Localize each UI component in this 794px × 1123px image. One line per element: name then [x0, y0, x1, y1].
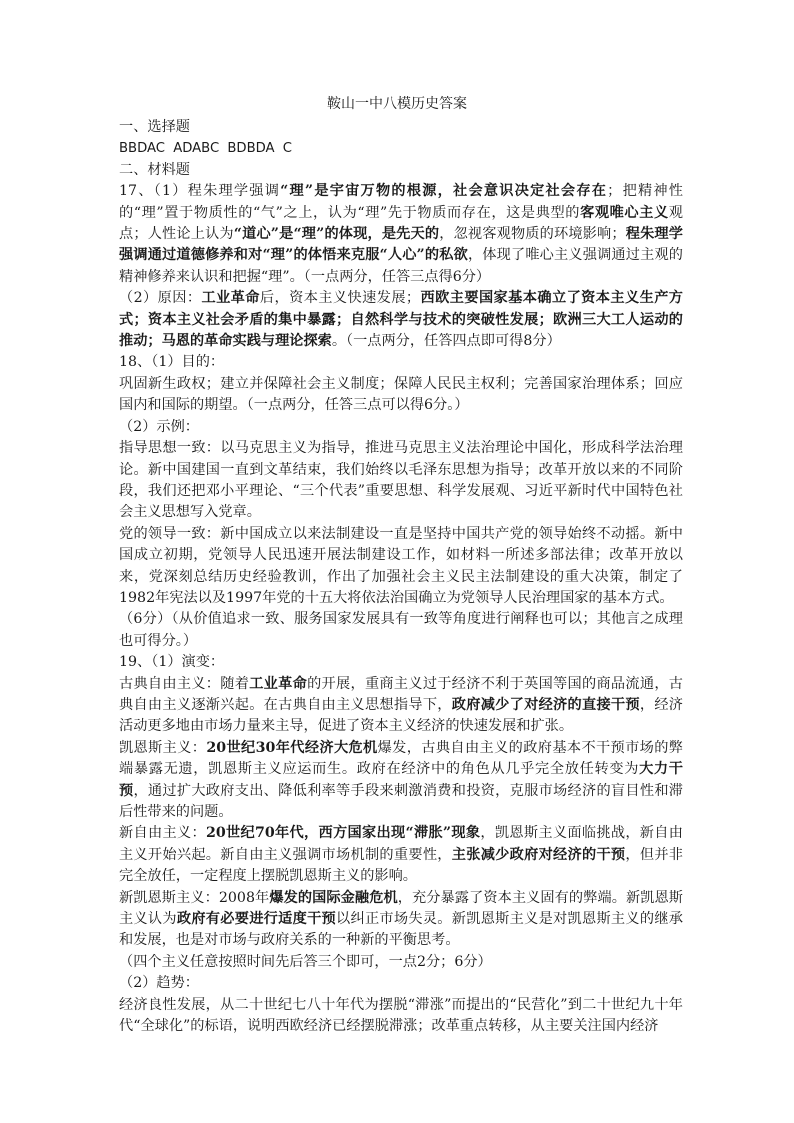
q19-new-keynesianism: 新凯恩斯主义：2008年爆发的国际金融危机，充分暴露了资本主义固有的弊端。新凯恩斯主义认为政府有必要进行适度干预以纠正市场失灵。新凯恩斯主义是对凯恩斯主义的继承和发展，也是对市场与政府关系的一种新的平衡思考。 — [119, 889, 683, 949]
q19-part1-heading: 19、（1）演变： — [119, 654, 225, 671]
multiple-choice-answers: BBDAC ADABC BDBDA C — [119, 141, 292, 157]
section2-heading: 二、材料题 — [119, 161, 190, 178]
q18-scoring-note: （6分）（从价值追求一致、服务国家发展具有一致等角度进行阐释也可以；其他言之成理也可得分。） — [119, 611, 683, 649]
q19-classical-liberalism: 古典自由主义：随着工业革命的开展，重商主义过于经济不利于英国等国的商品流通，古典自由主义逐渐兴起。在古典自由主义思想指导下，政府减少了对经济的直接干预，经济活动更多地由市场力量来主导，促进了资本主义经济的快速发展和扩张。 — [119, 675, 683, 735]
q19-part2-heading: （2）趋势： — [119, 975, 199, 992]
answer-body — [119, 117, 683, 1037]
q19-neoliberalism: 新自由主义：20世纪70年代，西方国家出现“滞胀”现象，凯恩斯主义面临挑战，新自由主义开始兴起。新自由主义强调市场机制的重要性，主张减少政府对经济的干预，但并非完全放任，一定程度上摆脱凯恩斯主义的影响。 — [119, 825, 683, 885]
document-title: 鞍山一中八模历史答案 — [327, 96, 467, 112]
q18-guiding-thought: 指导思想一致：以马克思主义为指导，推进马克思主义法治理论中国化，形成科学法治理论。新中国建国一直到文革结束，我们始终以毛泽东思想为指导；改革开放以来的不同阶段，我们还把邓小平理论、“三个代表”重要思想、科学发展观、习近平新时代中国特色社会主义思想写入党章。 — [119, 440, 683, 521]
q18-party-leadership: 党的领导一致：新中国成立以来法制建设一直是坚持中国共产党的领导始终不动摇。新中国成立初期，党领导人民迅速开展法制建设工作，如材料一所述多部法律；改革开放以来，党深刻总结历史经验教训，作出了加强社会主义民主法制建设的重大决策，制定了1982年宪法以及1997年党的十五大将依法治国确立为党领导人民治理国家的基本方式。 — [119, 525, 683, 606]
section1-heading: 一、选择题 — [119, 119, 190, 135]
q19-trend-answer: 经济良性发展，从二十世纪七八十年代为摆脱“滞涨”而提出的“民营化”到二十世纪九十年代“全球化”的标语，说明西欧经济已经摆脱滞涨；改革重点转移，从主要关注国内经济 — [119, 996, 683, 1035]
q18-part1-answer: 巩固新生政权；建立并保障社会主义制度；保障人民民主权利；完善国家治理体系；回应国内和国际的期望。（一点两分，任答三点可以得6分。） — [119, 375, 683, 414]
q18-part1-heading: 18、（1）目的： — [119, 354, 225, 371]
q19-keynesianism: 凯恩斯主义：20世纪30年代经济大危机爆发，古典自由主义的政府基本不干预市场的弊端暴露无遗，凯恩斯主义应运而生。政府在经济中的角色从几乎完全放任转变为大力干预，通过扩大政府支出、降低利率等手段来刺激消费和投资，克服市场经济的盲目性和滞后性带来的问题。 — [119, 739, 683, 820]
q18-part2-heading: （2）示例： — [119, 418, 199, 435]
q19-scoring-note: （四个主义任意按照时间先后答三个即可，一点2分；6分） — [119, 953, 492, 970]
q17-part1: 17、（1）程朱理学强调“理”是宇宙万物的根源，社会意识决定社会存在；把精神性的“理”置于物质性的“气”之上，认为“理”先于物质而存在，这是典型的客观唯心主义观点；人性论上认为“道心”是“理”的体现，是先天的，忽视客观物质的环境影响；程朱理学强调通过道德修养和对“理”的体悟来克服“人心”的私欲，体现了唯心主义强调通过主观的精神修养来认识和把握“理”。（一点两分，任答三点得6分） — [119, 183, 683, 285]
q17-part2: （2）原因：工业革命后，资本主义快速发展；西欧主要国家基本确立了资本主义生产方式；资本主义社会矛盾的集中暴露；自然科学与技术的突破性发展；欧洲三大工人运动的推动；马恩的革命实践与理论探索。（一点两分，任答四点即可得8分） — [119, 290, 683, 350]
